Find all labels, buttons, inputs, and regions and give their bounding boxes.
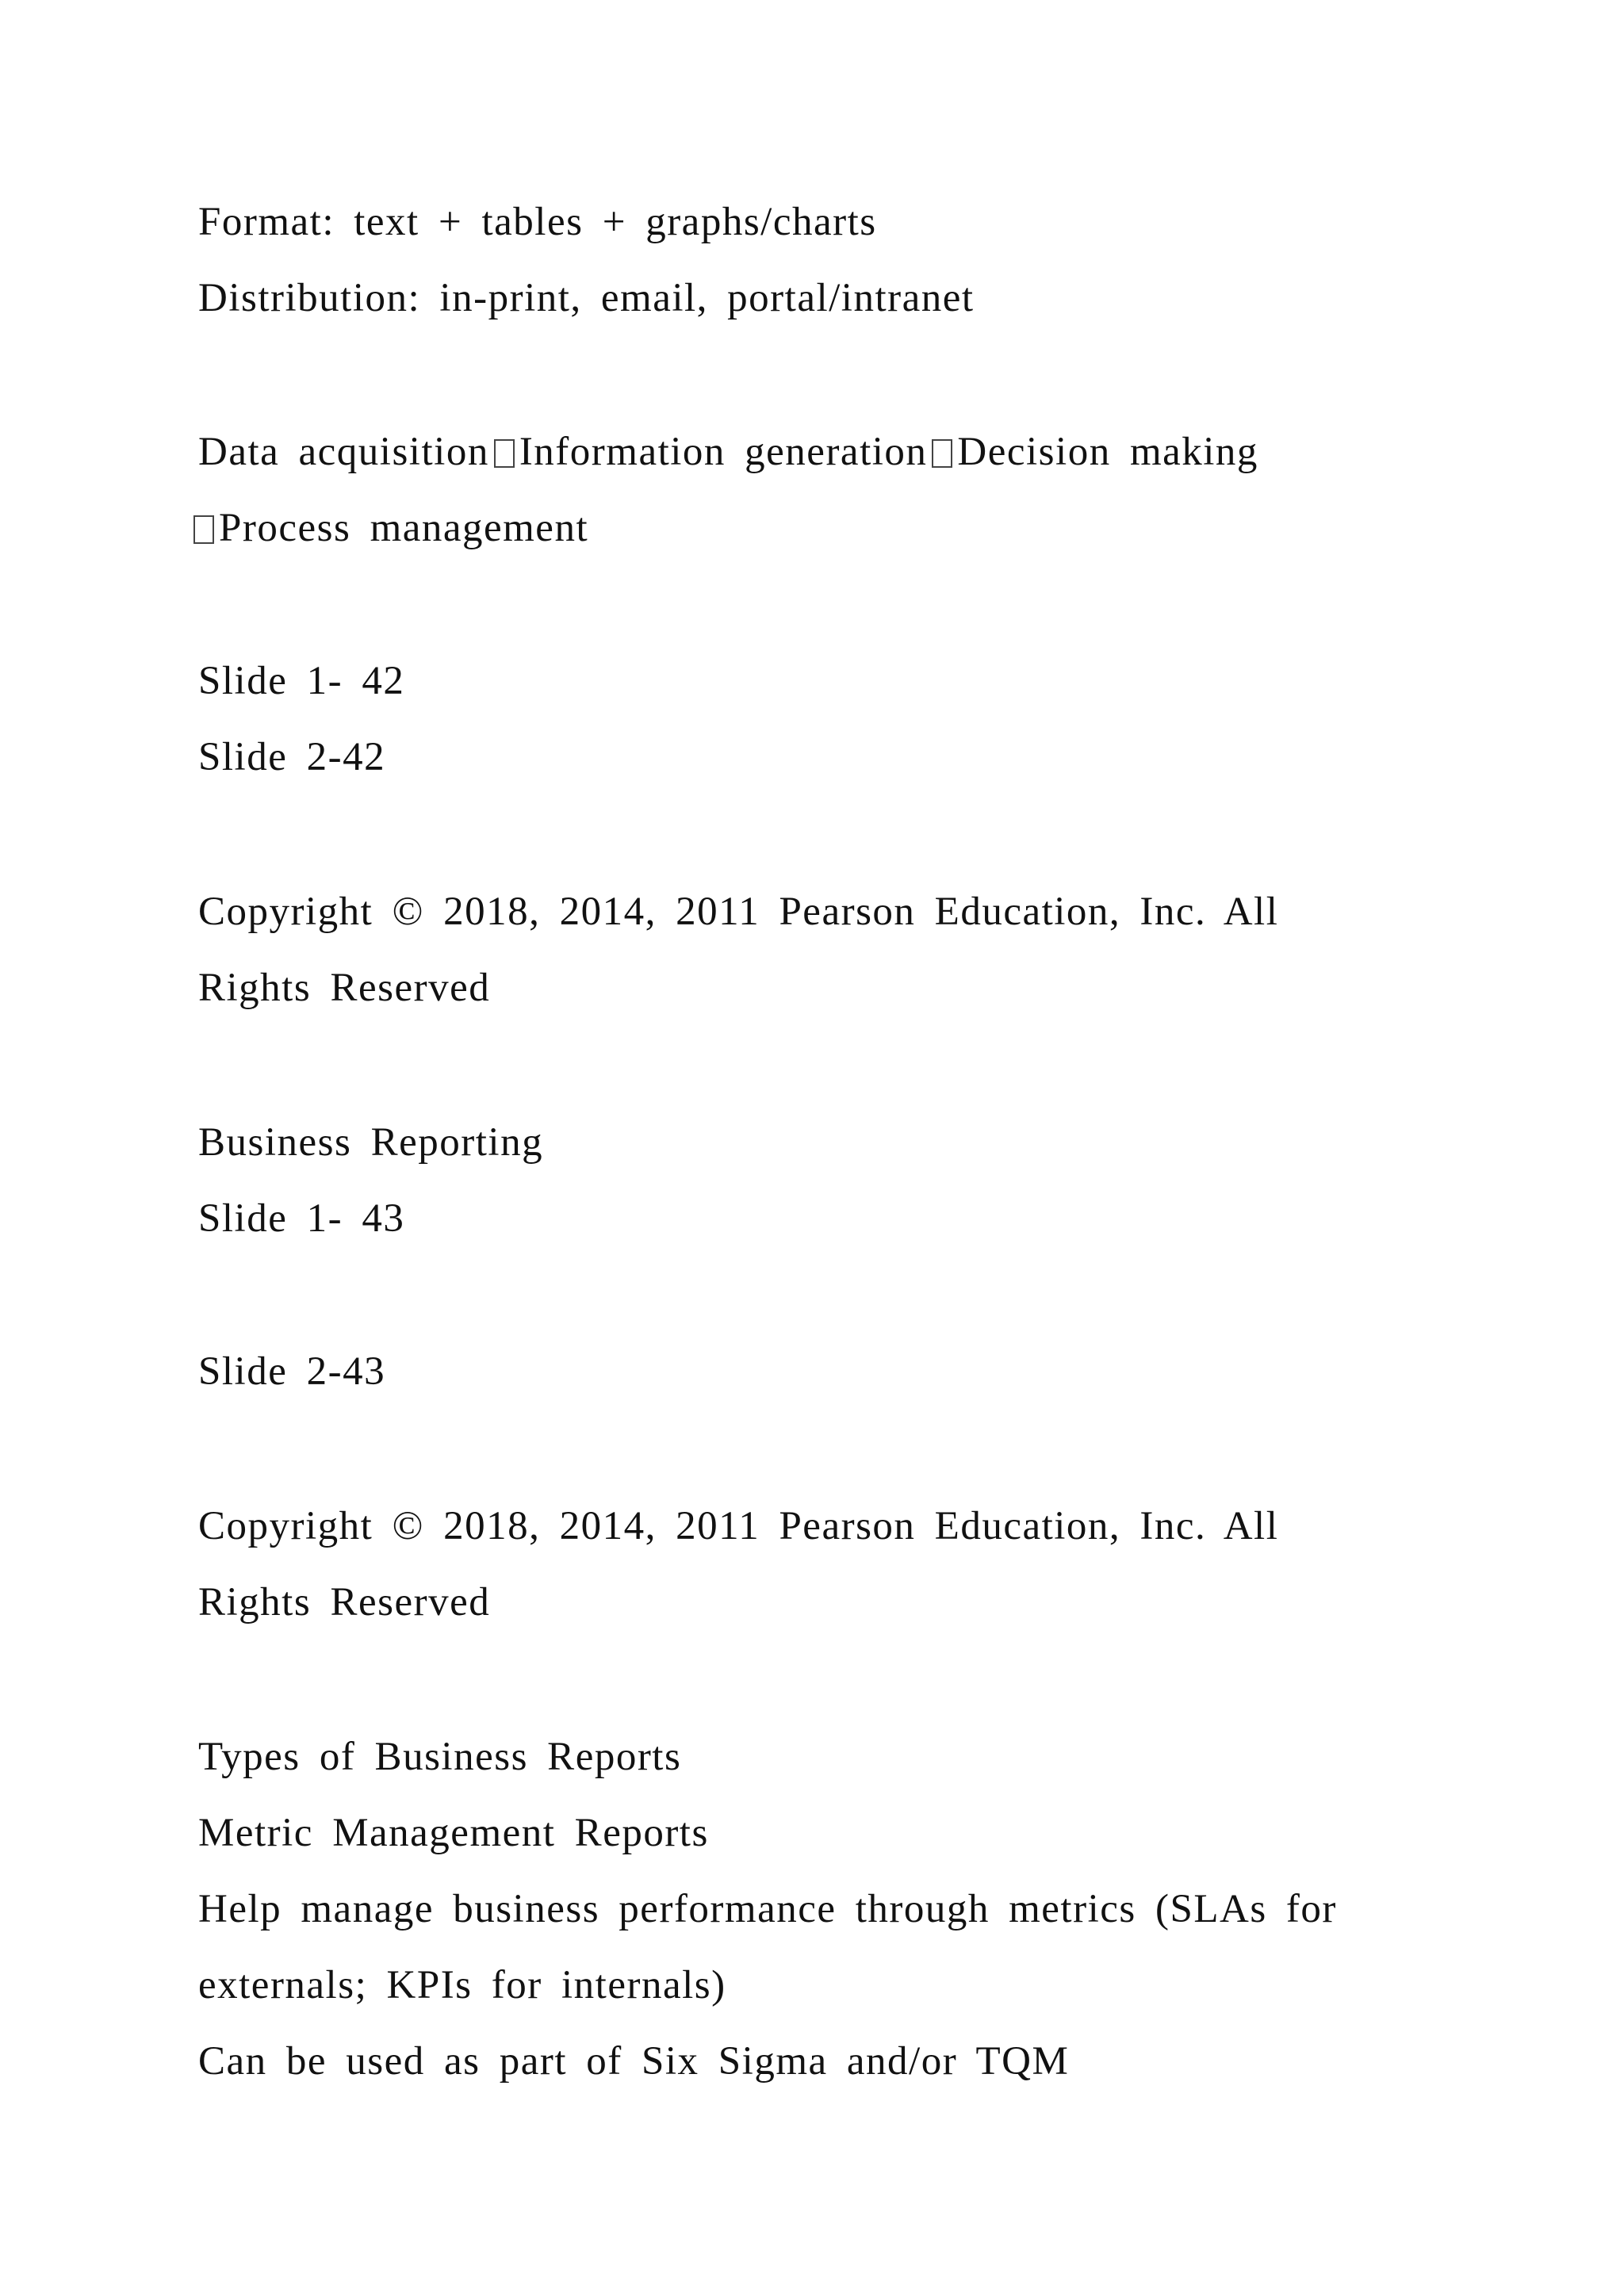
body-text-line: Help manage business performance through metrics (SLAs for: [198, 1887, 1337, 1931]
slide-label: Slide 1- 43: [198, 1196, 405, 1241]
slide-label: Slide 2-42: [198, 735, 386, 779]
flow-step-process-management: Process management: [219, 506, 589, 550]
flow-step-decision-making: Decision making: [957, 430, 1258, 474]
format-line: Format: text + tables + graphs/charts: [198, 200, 877, 244]
copyright-line: Copyright © 2018, 2014, 2011 Pearson Education, Inc. All: [198, 890, 1279, 934]
missing-glyph-arrow-icon: [193, 515, 214, 544]
body-text-line: Can be used as part of Six Sigma and/or TQM: [198, 2039, 1070, 2084]
section-heading: Types of Business Reports: [198, 1735, 682, 1779]
flow-line-1: [198, 428, 1258, 476]
flow-line-2: [193, 504, 588, 552]
flow-step-data-acquisition: Data acquisition: [198, 430, 489, 474]
copyright-line-continued: Rights Reserved: [198, 966, 491, 1010]
copyright-line-continued: Rights Reserved: [198, 1580, 491, 1624]
slide-label: Slide 1- 42: [198, 659, 405, 703]
flow-step-information-generation: Information generation: [519, 430, 928, 474]
distribution-line: Distribution: in-print, email, portal/intranet: [198, 276, 975, 320]
copyright-line: Copyright © 2018, 2014, 2011 Pearson Education, Inc. All: [198, 1504, 1279, 1548]
missing-glyph-arrow-icon: [494, 439, 515, 468]
missing-glyph-arrow-icon: [932, 439, 952, 468]
subsection-heading: Metric Management Reports: [198, 1811, 709, 1855]
section-heading: Business Reporting: [198, 1120, 544, 1165]
slide-label: Slide 2-43: [198, 1349, 386, 1394]
body-text-line: externals; KPIs for internals): [198, 1963, 726, 2007]
